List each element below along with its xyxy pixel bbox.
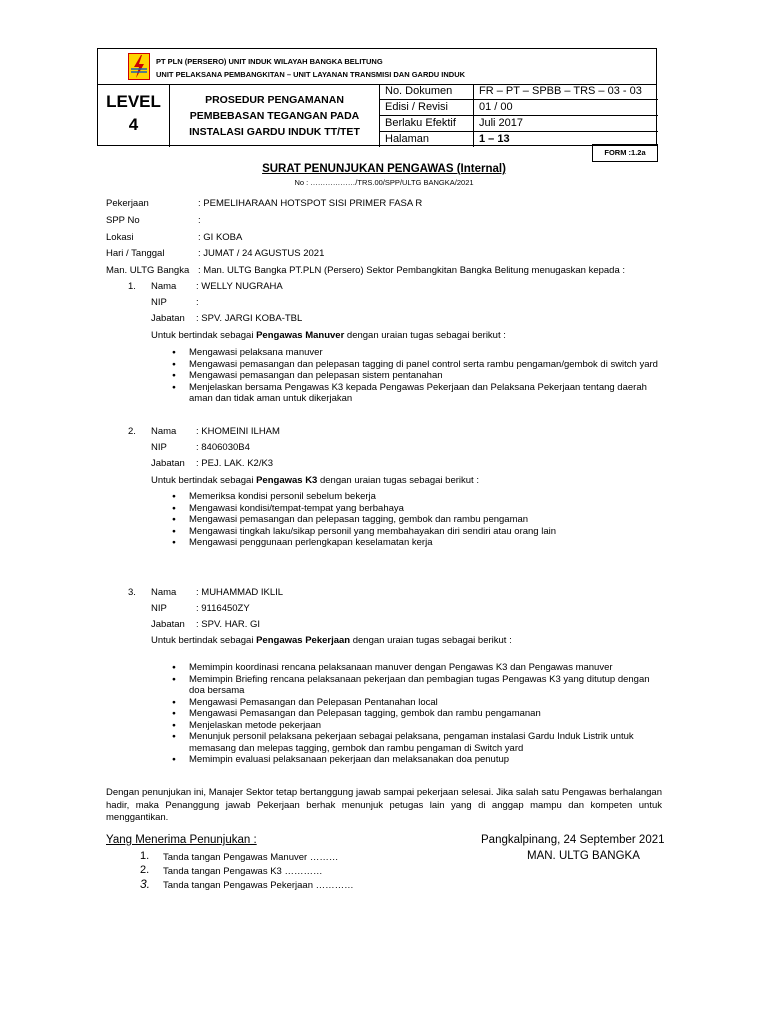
signature-number: 3. bbox=[140, 877, 151, 891]
field-label: Man. ULTG Bangka bbox=[106, 265, 190, 276]
role-intro bbox=[151, 635, 512, 646]
list-item: ● Memeriksa kondisi personil sebelum bekerja bbox=[172, 491, 662, 503]
list-item: ● Mengawasi pemasangan dan pelepasan tagging di panel control serta rambu pengaman/gembok di switch yard bbox=[172, 359, 662, 371]
list-item: ● Menjelaskan bersama Pengawas K3 kepada Pengawas Pekerjaan dan Pelaksana Pekerjaan tentang daerah aman dan tidak aman untuk dikerjakan bbox=[172, 382, 662, 405]
role-intro-post: dengan uraian tugas sebagai berikut : bbox=[344, 330, 506, 341]
role-intro-pre: Untuk bertindak sebagai bbox=[151, 635, 257, 646]
procedure-title bbox=[170, 84, 380, 147]
role-intro-post: dengan uraian tugas sebagai berikut : bbox=[350, 635, 512, 646]
signer-title: MAN. ULTG BANGKA bbox=[527, 850, 640, 862]
person-position: : PEJ. LAK. K2/K3 bbox=[196, 458, 274, 469]
level-word: LEVEL bbox=[106, 92, 161, 111]
person-position: : SPV. JARGI KOBA-TBL bbox=[196, 313, 303, 324]
role-name: Pengawas Manuver bbox=[256, 330, 345, 341]
list-item: ● Mengawasi pelaksana manuver bbox=[172, 347, 662, 359]
list-item: ● Memimpin Briefing rencana pelaksanaan pekerjaan dan pembagian tugas Pengawas K3 yang ditutup dengan doa bersama bbox=[172, 674, 662, 697]
person-number: 1. bbox=[128, 281, 136, 292]
field-label: Pekerjaan bbox=[106, 198, 149, 209]
list-item: ● Menunjuk personil pelaksana pekerjaan sebagai pelaksana, pengaman instalasi Gardu Induk Listrik untuk memasang dan melepas tagging, gembok dan rambu pengaman di Switch yard bbox=[172, 731, 662, 754]
field-value: : bbox=[198, 215, 201, 226]
list-item: ● Mengawasi Pemasangan dan Pelepasan Pentanahan local bbox=[172, 697, 662, 709]
task-list bbox=[172, 347, 662, 405]
person-name-label: Nama bbox=[151, 426, 177, 437]
role-intro-pre: Untuk bertindak sebagai bbox=[151, 330, 257, 341]
role-intro bbox=[151, 330, 506, 341]
person-nip-label: NIP bbox=[151, 603, 167, 614]
person-name: : KHOMEINI ILHAM bbox=[196, 426, 280, 437]
field-value: : PEMELIHARAAN HOTSPOT SISI PRIMER FASA R bbox=[198, 198, 423, 209]
document-meta-table bbox=[380, 84, 658, 147]
role-name: Pengawas K3 bbox=[256, 475, 318, 486]
meta-row-edition bbox=[380, 100, 658, 116]
meta-row-document-number bbox=[380, 84, 658, 100]
signature-line: Tanda tangan Pengawas Manuver ……… bbox=[163, 852, 339, 863]
meta-value: Juli 2017 bbox=[473, 116, 523, 131]
role-intro-post: dengan uraian tugas sebagai berikut : bbox=[317, 475, 479, 486]
list-item: ● Mengawasi pemasangan dan pelepasan sistem pentanahan bbox=[172, 370, 662, 382]
person-nip: : 8406030B4 bbox=[196, 442, 250, 453]
org-name-line1: PT PLN (PERSERO) UNIT INDUK WILAYAH BANGKA BELITUNG bbox=[156, 57, 383, 66]
meta-key: Halaman bbox=[385, 133, 430, 145]
form-code-box: FORM :1.2a bbox=[592, 144, 658, 162]
receiver-heading: Yang Menerima Penunjukan : bbox=[106, 834, 257, 846]
list-item: ● Mengawasi kondisi/tempat-tempat yang berbahaya bbox=[172, 503, 662, 515]
signature-number: 1. bbox=[140, 850, 150, 862]
signature-number: 2. bbox=[140, 864, 150, 876]
list-item: ● Mengawasi penggunaan perlengkapan keselamatan kerja bbox=[172, 537, 662, 549]
meta-key: Berlaku Efektif bbox=[385, 117, 456, 129]
person-number: 3. bbox=[128, 587, 136, 598]
org-name-line2: UNIT PELAKSANA PEMBANGKITAN – UNIT LAYANAN TRANSMISI DAN GARDU INDUK bbox=[156, 70, 466, 79]
level-cell bbox=[98, 84, 170, 147]
field-value: : GI KOBA bbox=[198, 232, 243, 243]
place-date: Pangkalpinang, 24 September 2021 bbox=[481, 834, 665, 846]
procedure-line: INSTALASI GARDU INDUK TT/TET bbox=[189, 126, 360, 138]
document-header bbox=[97, 48, 657, 146]
person-number: 2. bbox=[128, 426, 136, 437]
person-nip: : bbox=[196, 297, 199, 308]
person-position-label: Jabatan bbox=[151, 313, 185, 324]
person-nip: : 9116450ZY bbox=[196, 603, 250, 614]
signature-line: Tanda tangan Pengawas Pekerjaan ………… bbox=[163, 880, 354, 891]
closing-paragraph: Dengan penunjukan ini, Manajer Sektor tetap bertanggung jawab sampai pekerjaan selesai. Jika salah satu Pengawas berhalangan hadir, maka Penanggung jawab Pekerjaan berhak menunjuk petugas lain yang di anggap mampu dan kompeten untuk menggantikan. bbox=[106, 787, 662, 823]
meta-value: 01 / 00 bbox=[473, 100, 513, 115]
meta-key: No. Dokumen bbox=[385, 85, 453, 97]
person-name-label: Nama bbox=[151, 587, 177, 598]
letter-title: SURAT PENUNJUKAN PENGAWAS (Internal) bbox=[262, 163, 506, 175]
person-name-label: Nama bbox=[151, 281, 177, 292]
letter-number: No : ………………/TRS.00/SPP/ULTG BANGKA/2021 bbox=[294, 178, 474, 187]
meta-value: 1 – 13 bbox=[473, 132, 510, 147]
list-item: ● Mengawasi Pemasangan dan Pelepasan tagging, gembok dan rambu pengamanan bbox=[172, 708, 662, 720]
meta-value: FR – PT – SPBB – TRS – 03 - 03 bbox=[473, 84, 642, 99]
role-intro bbox=[151, 475, 479, 486]
field-value: : Man. ULTG Bangka PT.PLN (Persero) Sektor Pembangkitan Bangka Belitung menugaskan kepada : bbox=[198, 265, 626, 276]
field-label: Lokasi bbox=[106, 232, 134, 243]
level-number: 4 bbox=[128, 115, 139, 134]
list-item: ● Memimpin evaluasi pelaksanaan pekerjaan dan melaksanakan doa penutup bbox=[172, 754, 662, 766]
person-name: : WELLY NUGRAHA bbox=[196, 281, 283, 292]
list-item: ● Mengawasi pemasangan dan pelepasan tagging, gembok dan rambu pengaman bbox=[172, 514, 662, 526]
role-name: Pengawas Pekerjaan bbox=[256, 635, 351, 646]
role-intro-pre: Untuk bertindak sebagai bbox=[151, 475, 257, 486]
field-label: Hari / Tanggal bbox=[106, 248, 165, 259]
person-nip-label: NIP bbox=[151, 442, 167, 453]
field-value: : JUMAT / 24 AGUSTUS 2021 bbox=[198, 248, 325, 259]
procedure-line: PEMBEBASAN TEGANGAN PADA bbox=[189, 110, 360, 122]
list-item: ● Menjelaskan metode pekerjaan bbox=[172, 720, 662, 732]
meta-key: Edisi / Revisi bbox=[385, 101, 448, 113]
meta-row-effective bbox=[380, 116, 658, 132]
person-position: : SPV. HAR. GI bbox=[196, 619, 261, 630]
task-list bbox=[172, 662, 662, 766]
person-nip-label: NIP bbox=[151, 297, 167, 308]
list-item: ● Memimpin koordinasi rencana pelaksanaan manuver dengan Pengawas K3 dan Pengawas manuver bbox=[172, 662, 662, 674]
task-list bbox=[172, 491, 662, 549]
field-label: SPP No bbox=[106, 215, 140, 226]
person-position-label: Jabatan bbox=[151, 619, 185, 630]
person-position-label: Jabatan bbox=[151, 458, 185, 469]
list-item: ● Mengawasi tingkah laku/sikap personil yang membahayakan diri sendiri atau orang lain bbox=[172, 526, 662, 538]
procedure-line: PROSEDUR PENGAMANAN bbox=[205, 94, 344, 106]
person-name: : MUHAMMAD IKLIL bbox=[196, 587, 284, 598]
header-org-row bbox=[98, 49, 656, 85]
signature-line: Tanda tangan Pengawas K3 ………… bbox=[163, 866, 323, 877]
pln-logo-icon bbox=[128, 53, 150, 80]
